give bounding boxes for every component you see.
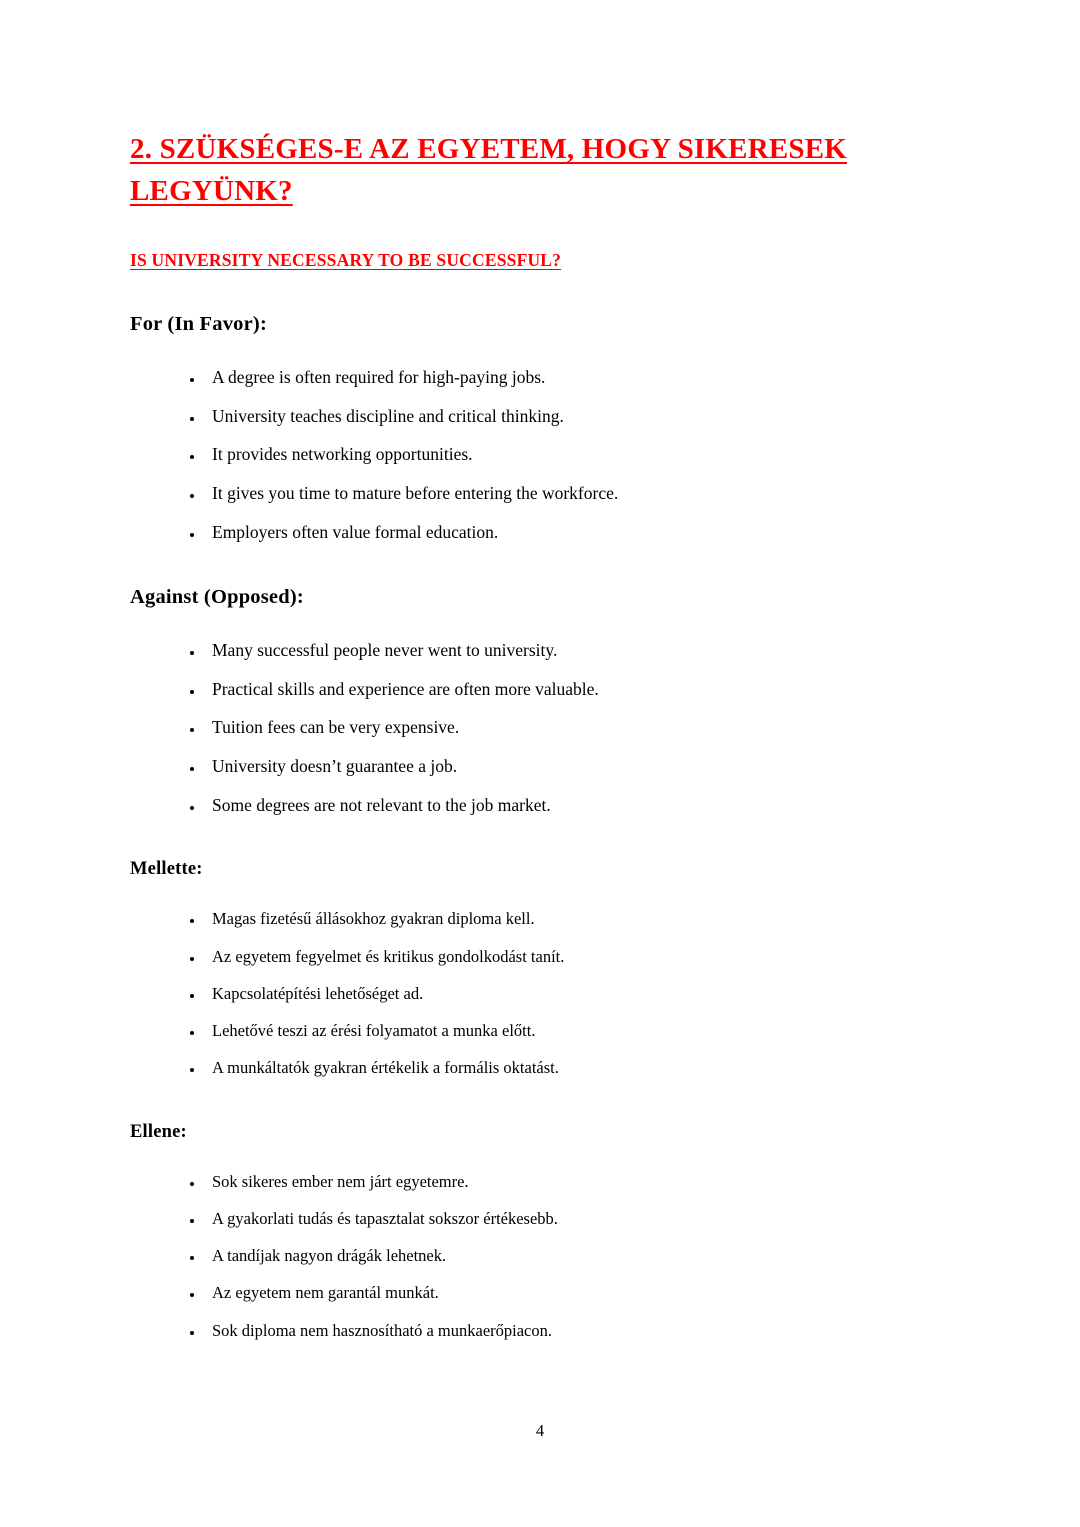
list-item: • Kapcsolatépítési lehetőséget ad.: [204, 983, 930, 1005]
section-heading-against: Against (Opposed):: [130, 586, 304, 609]
list-item: • Practical skills and experience are often more valuable.: [204, 678, 930, 702]
section-mellette: [130, 859, 930, 1079]
list-item: • A munkáltatók gyakran értékelik a formális oktatást.: [204, 1057, 930, 1079]
list-item: • Az egyetem nem garantál munkát.: [204, 1282, 930, 1304]
page-number: 4: [535, 1421, 545, 1440]
section-heading-mellette: Mellette:: [130, 859, 203, 880]
list-item: • Sok sikeres ember nem járt egyetemre.: [204, 1171, 930, 1193]
document-subtitle: IS UNIVERSITY NECESSARY TO BE SUCCESSFUL?: [130, 250, 562, 271]
list-item: • Lehetővé teszi az érési folyamatot a munka előtt.: [204, 1020, 930, 1042]
bullet-list-against: [130, 639, 930, 817]
list-item: • A degree is often required for high-paying jobs.: [204, 366, 930, 390]
list-item: • Employers often value formal education.: [204, 521, 930, 545]
bullet-list-mellette: [130, 908, 930, 1079]
bullet-list-for: [130, 366, 930, 544]
list-item: • University teaches discipline and critical thinking.: [204, 405, 930, 429]
list-item: • Many successful people never went to university.: [204, 639, 930, 663]
list-item: • University doesn’t guarantee a job.: [204, 755, 930, 779]
document-title: 2. SZÜKSÉGES-E AZ EGYETEM, HOGY SIKERESEK LEGYÜNK?: [130, 133, 848, 208]
section-ellene: [130, 1122, 930, 1342]
section-heading-for: For (In Favor):: [130, 313, 267, 336]
section-against: [130, 586, 930, 817]
list-item: • It provides networking opportunities.: [204, 443, 930, 467]
list-item: • Tuition fees can be very expensive.: [204, 716, 930, 740]
list-item: • A tandíjak nagyon drágák lehetnek.: [204, 1245, 930, 1267]
list-item: • A gyakorlati tudás és tapasztalat sokszor értékesebb.: [204, 1208, 930, 1230]
section-for: [130, 313, 930, 544]
list-item: • Sok diploma nem hasznosítható a munkaerőpiacon.: [204, 1320, 930, 1342]
list-item: • Magas fizetésű állásokhoz gyakran diploma kell.: [204, 908, 930, 930]
bullet-list-ellene: [130, 1171, 930, 1342]
list-item: • Az egyetem fegyelmet és kritikus gondolkodást tanít.: [204, 946, 930, 968]
list-item: • It gives you time to mature before entering the workforce.: [204, 482, 930, 506]
list-item: • Some degrees are not relevant to the job market.: [204, 794, 930, 818]
section-heading-ellene: Ellene:: [130, 1121, 187, 1142]
